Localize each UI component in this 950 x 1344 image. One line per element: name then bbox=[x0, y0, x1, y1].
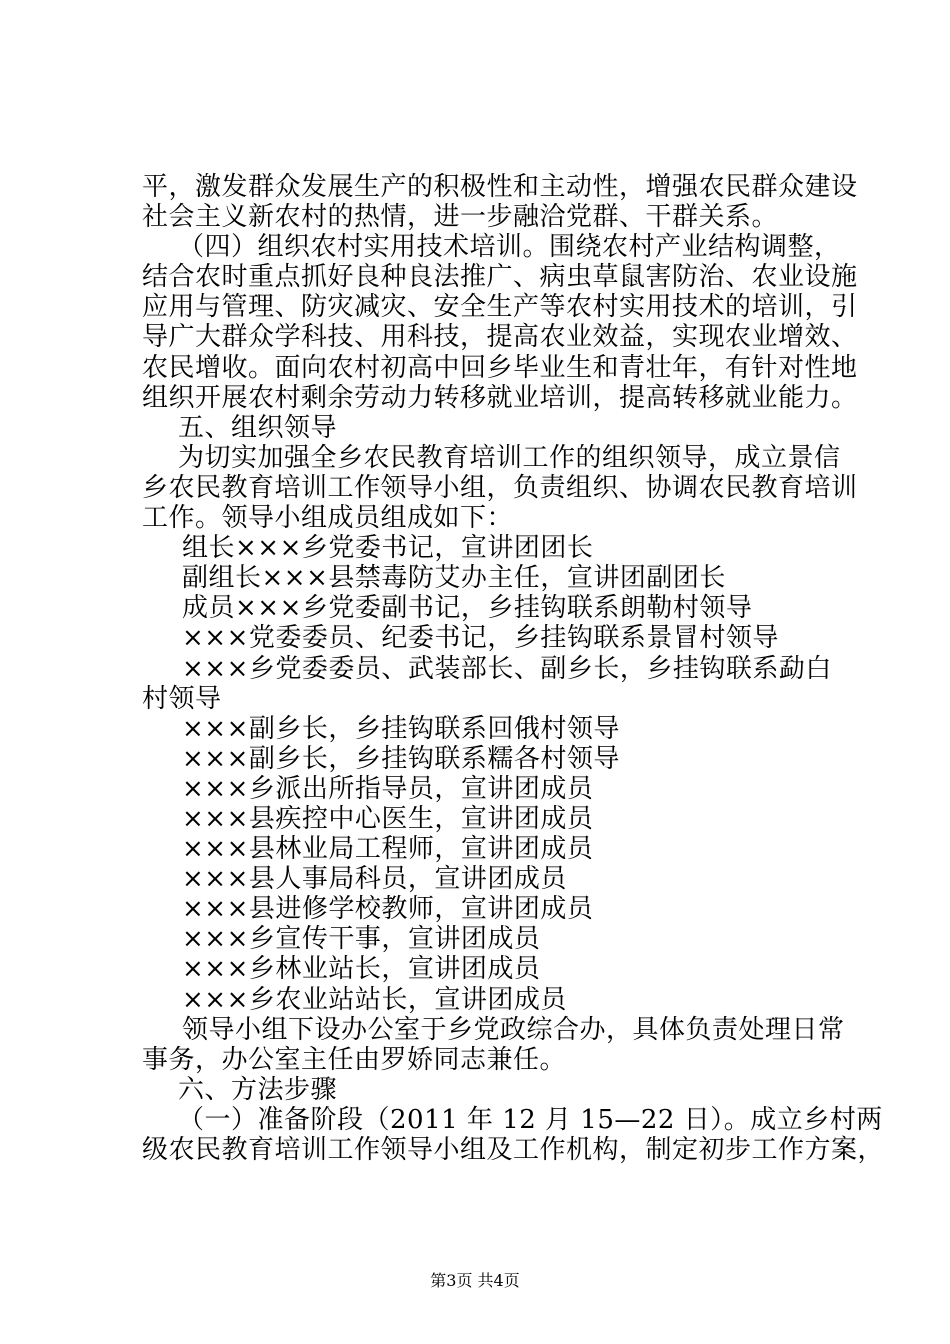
document-body bbox=[142, 172, 885, 1165]
member-line: ×××乡宣传干事，宣讲团成员 bbox=[182, 924, 541, 955]
member-line: ×××县疾控中心医生，宣讲团成员 bbox=[182, 803, 594, 834]
member-line: 成员×××乡党委副书记，乡挂钩联系朗勒村领导 bbox=[182, 593, 753, 624]
text-line: （四）组织农村实用技术培训。围绕农村产业结构调整， bbox=[178, 232, 841, 263]
text-line: 级农民教育培训工作领导小组及工作机构，制定初步工作方案， bbox=[142, 1135, 885, 1165]
member-line: ×××乡农业站站长，宣讲团成员 bbox=[182, 984, 567, 1015]
text-line: 乡农民教育培训工作领导小组，负责组织、协调农民教育培训 bbox=[142, 472, 858, 503]
section-heading: 五、组织领导 bbox=[178, 412, 338, 443]
text-line: 工作。领导小组成员组成如下： bbox=[142, 503, 514, 534]
page-number-label: 第3页 共4页 bbox=[430, 1271, 520, 1290]
text-line: 为切实加强全乡农民教育培训工作的组织领导，成立景信 bbox=[178, 442, 841, 473]
member-line: ×××县林业局工程师，宣讲团成员 bbox=[182, 834, 594, 865]
member-line: ×××县进修学校教师，宣讲团成员 bbox=[182, 894, 594, 925]
member-line: ×××副乡长，乡挂钩联系糯各村领导 bbox=[182, 743, 620, 774]
text-line: 组织开展农村剩余劳动力转移就业培训，提高转移就业能力。 bbox=[142, 382, 858, 413]
member-line: ×××副乡长，乡挂钩联系回俄村领导 bbox=[182, 713, 620, 744]
member-line: ×××乡派出所指导员，宣讲团成员 bbox=[182, 773, 594, 804]
member-line: 组长×××乡党委书记，宣讲团团长 bbox=[182, 533, 594, 564]
member-line: ×××县人事局科员，宣讲团成员 bbox=[182, 864, 567, 895]
text-line: （一）准备阶段（2011 年 12 月 15—22 日）。成立乡村两 bbox=[178, 1104, 883, 1135]
text-line: 平，激发群众发展生产的积极性和主动性，增强农民群众建设 bbox=[142, 172, 858, 202]
member-line: ×××乡林业站长，宣讲团成员 bbox=[182, 954, 541, 985]
text-line: 社会主义新农村的热情，进一步融洽党群、干群关系。 bbox=[142, 202, 779, 233]
page-footer bbox=[0, 1271, 950, 1291]
member-line: 副组长×××县禁毒防艾办主任，宣讲团副团长 bbox=[182, 563, 726, 594]
member-line: 村领导 bbox=[142, 683, 222, 714]
text-line: 导广大群众学科技、用科技，提高农业效益，实现农业增效、 bbox=[142, 322, 858, 353]
member-line: ×××党委委员、纪委书记，乡挂钩联系景冒村领导 bbox=[182, 623, 779, 654]
text-line: 领导小组下设办公室于乡党政综合办，具体负责处理日常 bbox=[182, 1014, 845, 1045]
section-heading: 六、方法步骤 bbox=[178, 1074, 338, 1105]
text-line: 结合农时重点抓好良种良法推广、病虫草鼠害防治、农业设施 bbox=[142, 262, 858, 293]
text-line: 农民增收。面向农村初高中回乡毕业生和青壮年，有针对性地 bbox=[142, 352, 858, 383]
text-line: 事务，办公室主任由罗娇同志兼任。 bbox=[142, 1044, 567, 1075]
member-line: ×××乡党委委员、武装部长、副乡长，乡挂钩联系勐白 bbox=[182, 653, 832, 684]
text-line: 应用与管理、防灾减灾、安全生产等农村实用技术的培训，引 bbox=[142, 292, 858, 323]
